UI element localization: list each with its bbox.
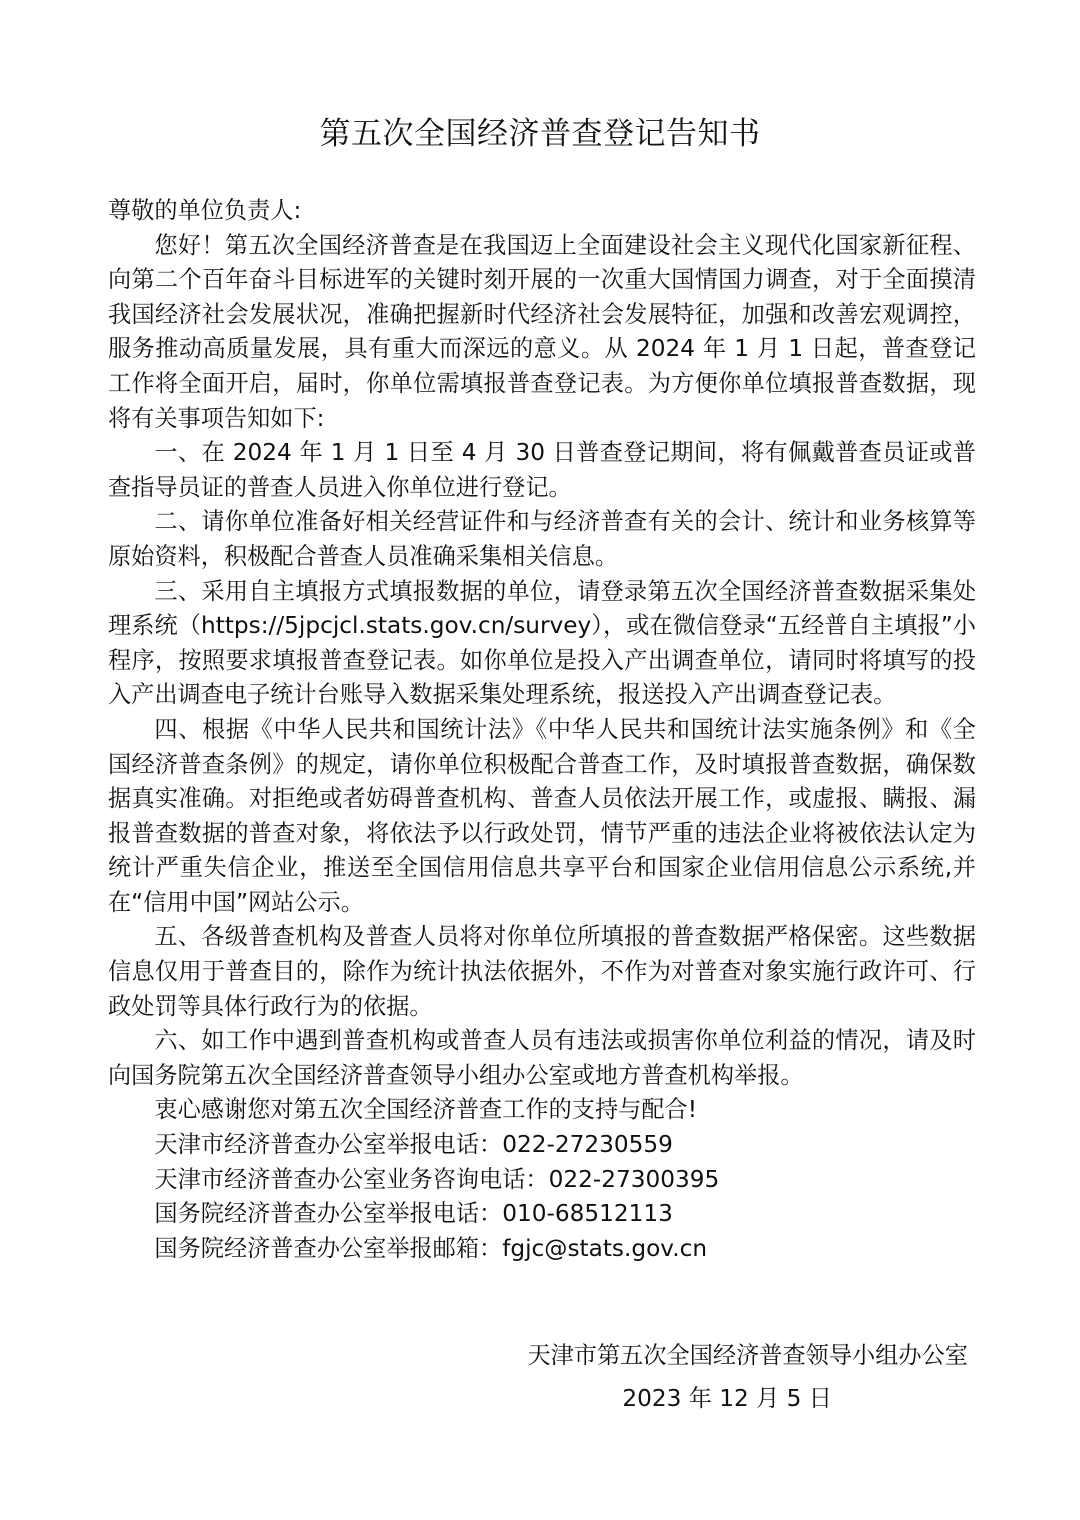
contact-line: 国务院经济普查办公室举报电话：010-68512113 xyxy=(154,1200,673,1228)
document-date: 2023 年 12 月 5 日 xyxy=(622,1385,832,1412)
item-two-paragraph: 二、请你单位准备好相关经营证件和与经济普查有关的会计、统计和业务核算等原始资料，积极配合普查人员准确采集相关信息。 xyxy=(108,508,976,570)
item-four-paragraph: 四、根据《中华人民共和国统计法》《中华人民共和国统计法实施条例》和《全国经济普查条例》的规定，请你单位积极配合普查工作，及时填报普查数据，确保数据真实准确。对拒绝或者妨碍普查机构、普查人员依法开展工作，或虚报、瞒报、漏报普查数据的普查对象，将依法予以行政处罚，情节严重的违法企业将被依法认定为统计严重失信企业，推送至全国信用信息共享平台和国家企业信用信息公示系统,并在“信用中国”网站公示。 xyxy=(108,715,976,916)
thanks-line: 衷心感谢您对第五次全国经济普查工作的支持与配合! xyxy=(154,1096,697,1124)
item-one-paragraph: 一、在 2024 年 1 月 1 日至 4 月 30 日普查登记期间，将有佩戴普查员证或普查指导员证的普查人员进入你单位进行登记。 xyxy=(108,439,976,501)
contact-line: 国务院经济普查办公室举报邮箱：fgjc@stats.gov.cn xyxy=(154,1234,708,1262)
item-six-paragraph: 六、如工作中遇到普查机构或普查人员有违法或损害你单位利益的情况，请及时向国务院第五次全国经济普查领导小组办公室或地方普查机构举报。 xyxy=(108,1027,976,1089)
item-five-paragraph: 五、各级普查机构及普查人员将对你单位所填报的普查数据严格保密。这些数据信息仅用于普查目的，除作为统计执法依据外，不作为对普查对象实施行政许可、行政处罚等具体行政行为的依据。 xyxy=(108,923,976,1020)
contact-line: 天津市经济普查办公室举报电话：022-27230559 xyxy=(154,1131,673,1159)
salutation: 尊敬的单位负责人: xyxy=(108,197,302,224)
item-three-paragraph: 三、采用自主填报方式填报数据的单位，请登录第五次全国经济普查数据采集处理系统（https://5jpcjcl.stats.gov.cn/survey），或在微信登录“五经普自主填报”小程序，按照要求填报普查登记表。如你单位是投入产出调查单位，请同时将填写的投入产出调查电子统计台账导入数据采集处理系统，报送投入产出调查登记表。 xyxy=(108,577,976,709)
page-title: 第五次全国经济普查登记告知书 xyxy=(319,116,761,152)
contact-line: 天津市经济普查办公室业务咨询电话：022-27300395 xyxy=(154,1165,720,1193)
signature: 天津市第五次全国经济普查领导小组办公室 xyxy=(527,1342,968,1369)
intro-paragraph: 您好！第五次全国经济普查是在我国迈上全面建设社会主义现代化国家新征程、向第二个百年奋斗目标进军的关键时刻开展的一次重大国情国力调查，对于全面摸清我国经济社会发展状况，准确把握新时代经济社会发展特征，加强和改善宏观调控，服务推动高质量发展，具有重大而深远的意义。从 2024 年 1 月 1 日起，普查登记工作将全面开启，届时，你单位需填报普查登记表。为方便你单位填报普查数据，现将有关事项告知如下: xyxy=(108,231,976,432)
notice-body xyxy=(108,194,976,1266)
